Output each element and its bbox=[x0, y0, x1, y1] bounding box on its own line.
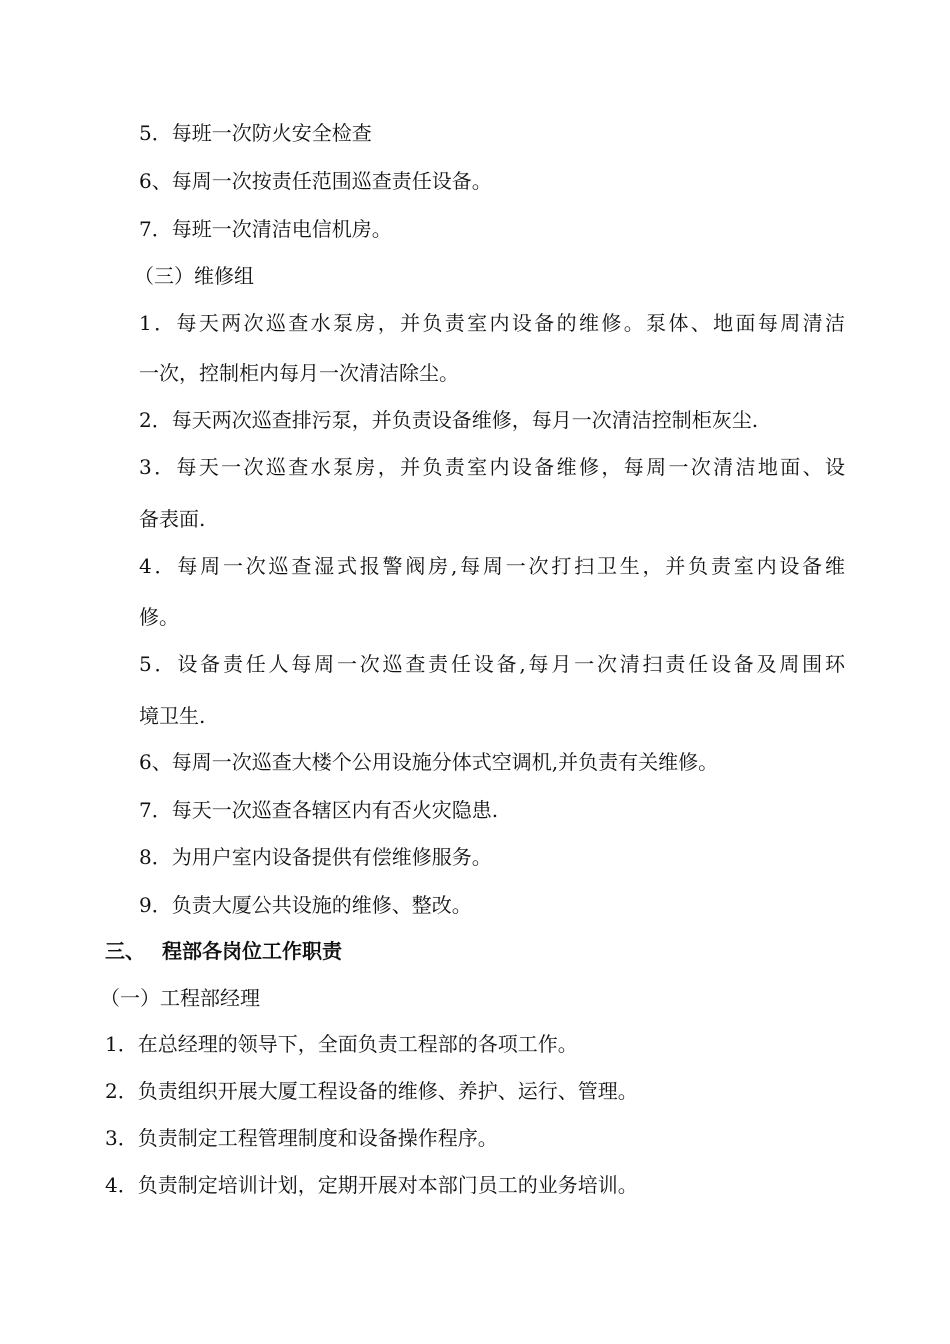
list-item-continuation: 修。 bbox=[139, 605, 179, 629]
list-item-continuation: 境卫生. bbox=[139, 704, 206, 728]
section-heading-title: 程部各岗位工作职责 bbox=[162, 939, 342, 963]
list-item: 1．每天两次巡查水泵房，并负责室内设备的维修。泵体、地面每周清洁 bbox=[139, 311, 845, 335]
list-item: 6、每周一次巡查大楼个公用设施分体式空调机,并负责有关维修。 bbox=[139, 750, 719, 774]
list-item: 5．设备责任人每周一次巡查责任设备,每月一次清扫责任设备及周围环 bbox=[139, 652, 845, 676]
list-item: 7．每天一次巡查各辖区内有否火灾隐患. bbox=[139, 798, 499, 822]
list-item: 4．负责制定培训计划，定期开展对本部门员工的业务培训。 bbox=[105, 1173, 638, 1197]
list-item: 3．负责制定工程管理制度和设备操作程序。 bbox=[105, 1126, 498, 1150]
list-item: 6、每周一次按责任范围巡查责任设备。 bbox=[139, 169, 492, 193]
subheading-engineering-manager: （一）工程部经理 bbox=[100, 986, 260, 1010]
subheading-maintenance-group: （三）维修组 bbox=[134, 264, 254, 288]
list-item-continuation: 备表面. bbox=[139, 507, 206, 531]
list-item: 1．在总经理的领导下，全面负责工程部的各项工作。 bbox=[105, 1032, 578, 1056]
list-item: 9．负责大厦公共设施的维修、整改。 bbox=[139, 893, 472, 917]
section-heading-number: 三、 bbox=[105, 939, 145, 963]
list-item: 2．负责组织开展大厦工程设备的维修、养护、运行、管理。 bbox=[105, 1079, 638, 1103]
list-item: 4．每周一次巡查湿式报警阀房,每周一次打扫卫生，并负责室内设备维 bbox=[139, 554, 845, 578]
list-item: 2．每天两次巡查排污泵，并负责设备维修，每月一次清洁控制柜灰尘. bbox=[139, 408, 759, 432]
list-item: 3．每天一次巡查水泵房，并负责室内设备维修，每周一次清洁地面、设 bbox=[139, 455, 845, 479]
list-item: 7．每班一次清洁电信机房。 bbox=[139, 217, 392, 241]
list-item: 8．为用户室内设备提供有偿维修服务。 bbox=[139, 845, 492, 869]
list-item-continuation: 一次，控制柜内每月一次清洁除尘。 bbox=[139, 361, 459, 385]
list-item: 5．每班一次防火安全检查 bbox=[139, 121, 372, 145]
